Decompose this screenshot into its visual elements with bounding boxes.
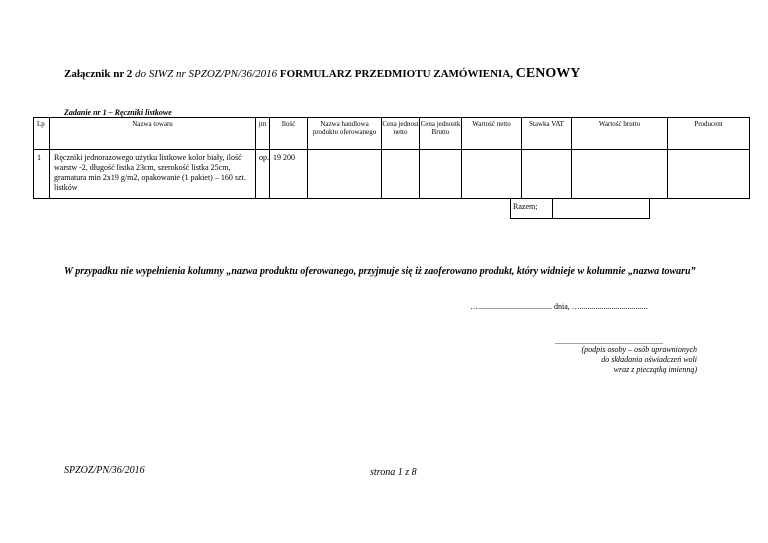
razem-row (510, 198, 650, 219)
signature-line: ...................................................... (555, 337, 663, 346)
cell-wartosc-netto[interactable] (462, 150, 522, 199)
title-prefix: Załącznik nr 2 (64, 68, 133, 80)
header-cena-netto: Cena jednost netto (382, 118, 420, 150)
signature-caption (520, 345, 697, 375)
header-nazwa-towaru: Nazwa towaru (50, 118, 256, 150)
title-main: FORMULARZ PRZEDMIOTU ZAMÓWIENIA, (279, 68, 514, 80)
header-nazwa-handlowa: Nazwa handlowa produktu oferowanego (308, 118, 382, 150)
date-line: …..................................... dnia, ….................................. (470, 302, 648, 311)
header-jm: jm (256, 118, 270, 150)
razem-value-cell[interactable] (553, 199, 650, 219)
cell-wartosc-brutto[interactable] (572, 150, 668, 199)
signature-caption-line-3: wraz z pieczątką imienną) (613, 365, 697, 374)
table-header-row (34, 118, 750, 150)
cell-producent[interactable] (668, 150, 750, 199)
cell-cena-brutto[interactable] (420, 150, 462, 199)
cell-lp: 1 (34, 150, 50, 199)
header-ilosc: Ilość (270, 118, 308, 150)
task-heading: Zadanie nr 1 – Ręczniki listkowe (64, 108, 172, 117)
cell-ilosc: 19 200 (270, 150, 308, 199)
header-cena-brutto: Cena jednostk Brutto (420, 118, 462, 150)
document-title (64, 66, 580, 82)
title-reference: do SIWZ nr SPZOZ/PN/36/2016 (135, 68, 278, 80)
cell-nazwa-towaru: Ręczniki jednorazowego użytku listkowe kolor biały, ilość warstw -2, długość listka 23cm, szerokość listka 25cm, gramatura min 2x19 g/m2, opakowanie (1 pakiet) – 160 szt. listków (50, 150, 256, 199)
cell-nazwa-handlowa[interactable] (308, 150, 382, 199)
header-stawka-vat: Stawka VAT (522, 118, 572, 150)
header-lp: Lp (34, 118, 50, 150)
cell-cena-netto[interactable] (382, 150, 420, 199)
footer-page-number: strona 1 z 8 (370, 467, 417, 478)
header-producent: Producent (668, 118, 750, 150)
cell-jm: op. (256, 150, 270, 199)
cell-stawka-vat[interactable] (522, 150, 572, 199)
signature-caption-line-2: do składania oświadczeń woli (601, 355, 697, 364)
note-text: W przypadku nie wypełnienia kolumny „nazwa produktu oferowanego, przyjmuje się iż zaoferowano produkt, który widnieje w kolumnie „nazwa towaru” (64, 266, 696, 277)
header-wartosc-brutto: Wartość brutto (572, 118, 668, 150)
footer-reference: SPZOZ/PN/36/2016 (64, 465, 145, 476)
offer-table (33, 117, 750, 199)
razem-label: Razem; (511, 199, 553, 219)
table-row (34, 150, 750, 199)
signature-caption-line-1: (podpis osoby – osób uprawnionych (581, 345, 697, 354)
header-wartosc-netto: Wartość netto (462, 118, 522, 150)
title-cenowy: CENOWY (515, 66, 581, 81)
